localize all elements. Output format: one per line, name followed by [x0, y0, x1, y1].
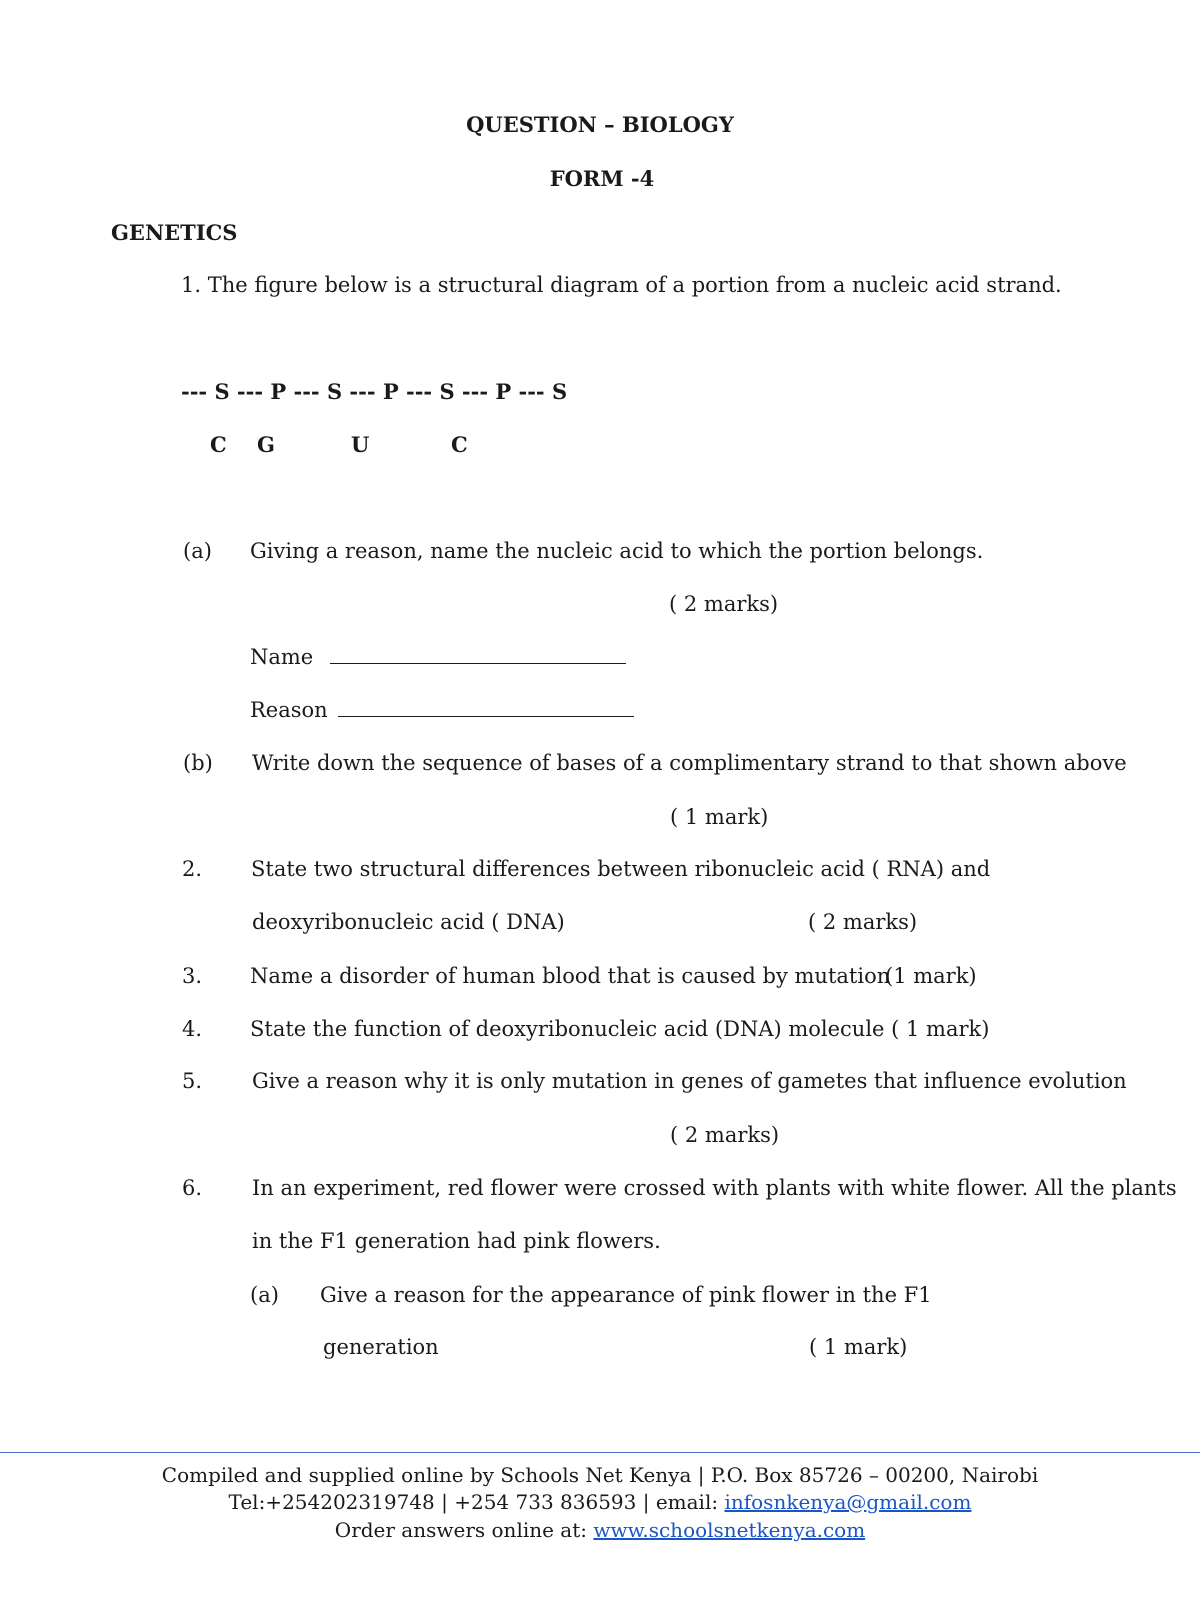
base-3: U [351, 432, 370, 457]
question-1a-text: Giving a reason, name the nucleic acid to which the portion belongs. [250, 539, 984, 563]
form-label: FORM -4 [549, 166, 655, 191]
question-4-text: State the function of deoxyribonucleic acid (DNA) molecule ( 1 mark) [250, 1017, 990, 1041]
question-2-text-line1: State two structural differences between ribonucleic acid ( RNA) and [251, 857, 991, 881]
question-6-number: 6. [182, 1176, 203, 1200]
question-3-text: Name a disorder of human blood that is caused by mutation [250, 964, 891, 988]
question-1a-marks: ( 2 marks) [669, 592, 779, 616]
footer-phone: Tel:+254202319748 | +254 733 836593 | email: [228, 1490, 725, 1514]
name-blank[interactable] [330, 663, 626, 664]
base-1: C [210, 432, 227, 457]
question-5-text: Give a reason why it is only mutation in genes of gametes that influence evolution [252, 1069, 1127, 1093]
reason-label: Reason [250, 698, 328, 722]
question-1b-number: (b) [183, 751, 213, 775]
footer-address: Compiled and supplied online by Schools Net Kenya | P.O. Box 85726 – 00200, Nairobi [161, 1463, 1039, 1487]
question-5-number: 5. [182, 1069, 203, 1093]
question-5-marks: ( 2 marks) [670, 1123, 780, 1147]
page-title: QUESTION – BIOLOGY [466, 112, 734, 137]
base-4: C [451, 432, 468, 457]
footer-email-link[interactable]: infosnkenya@gmail.com [724, 1490, 972, 1514]
question-2-text-line2: deoxyribonucleic acid ( DNA) [252, 910, 565, 934]
question-6a-marks: ( 1 mark) [809, 1335, 908, 1359]
footer-contact [0, 1492, 1200, 1512]
nucleic-acid-strand: --- S --- P --- S --- P --- S --- P --- S [181, 379, 568, 404]
question-6a-text-line1: Give a reason for the appearance of pink flower in the F1 [320, 1283, 932, 1307]
question-1b-marks: ( 1 mark) [670, 805, 769, 829]
footer-divider [0, 1452, 1200, 1453]
reason-blank[interactable] [338, 716, 634, 717]
question-6a-number: (a) [250, 1283, 279, 1307]
name-label: Name [250, 645, 314, 669]
footer-website-link[interactable]: www.schoolsnetkenya.com [593, 1518, 866, 1542]
question-2-marks: ( 2 marks) [808, 910, 918, 934]
question-6-text-line1: In an experiment, red flower were crossed with plants with white flower. All the plants [252, 1176, 1177, 1200]
question-1b-text: Write down the sequence of bases of a complimentary strand to that shown above [252, 751, 1127, 775]
question-4-number: 4. [182, 1017, 203, 1041]
section-heading: GENETICS [111, 220, 238, 245]
question-3-number: 3. [182, 964, 203, 988]
footer-order-prefix: Order answers online at: [334, 1518, 594, 1542]
question-2-number: 2. [182, 857, 203, 881]
base-2: G [257, 432, 275, 457]
name-answer-line[interactable] [250, 647, 626, 668]
question-1-text: 1. The figure below is a structural diagram of a portion from a nucleic acid strand. [181, 273, 1062, 297]
footer-order [0, 1520, 1200, 1540]
reason-answer-line[interactable] [250, 700, 634, 721]
question-3-marks: (1 mark) [885, 964, 977, 988]
question-6a-text-line2: generation [323, 1335, 439, 1359]
question-6-text-line2: in the F1 generation had pink flowers. [252, 1229, 661, 1253]
question-1a-number: (a) [183, 539, 212, 563]
